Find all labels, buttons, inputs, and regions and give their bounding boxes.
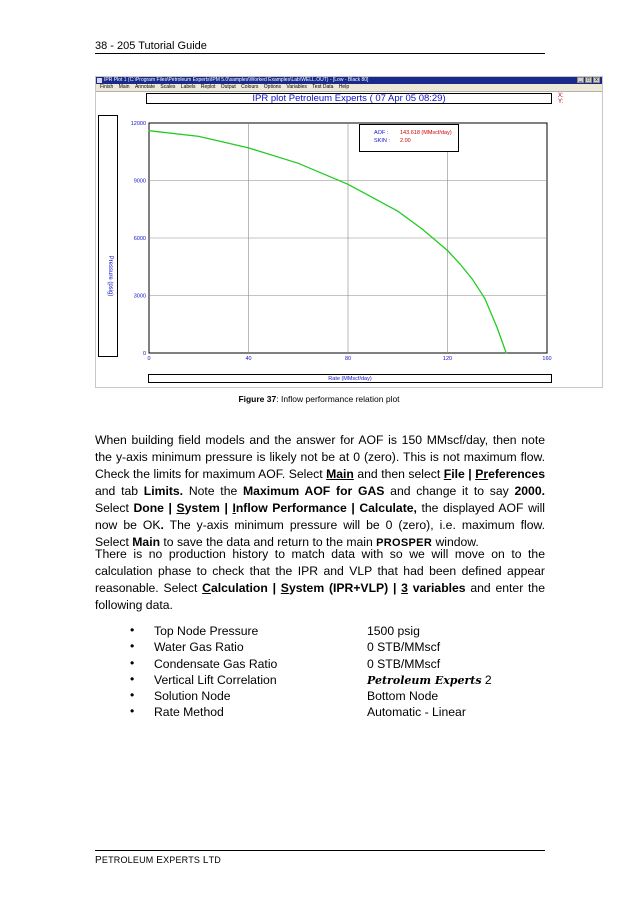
ipr-point xyxy=(422,229,423,230)
x-axis-label: Rate (MMscf/day) xyxy=(328,376,372,382)
plot-title: IPR plot Petroleum Experts ( 07 Apr 05 08:29) xyxy=(146,93,552,104)
text: S xyxy=(280,581,289,595)
window-controls xyxy=(577,77,600,83)
text: ystem | xyxy=(184,501,233,515)
text: Note the xyxy=(183,484,244,498)
close-button[interactable]: x xyxy=(593,77,600,83)
legend-skin-value: 2.00 xyxy=(400,138,411,144)
item-label: Vertical Lift Correlation xyxy=(154,672,277,687)
menu-colours[interactable]: Colours xyxy=(241,84,259,90)
y-tick-label: 6000 xyxy=(133,236,146,242)
menu-replot[interactable]: Replot xyxy=(200,84,216,90)
bullet: • xyxy=(130,671,135,686)
figure-caption xyxy=(0,394,638,404)
ipr-point xyxy=(347,184,348,185)
menu-test-data[interactable]: Test Data xyxy=(312,84,334,90)
bullet: • xyxy=(130,704,135,719)
text: Done | xyxy=(133,501,177,515)
ipr-point xyxy=(198,136,199,137)
text: Select xyxy=(95,501,134,515)
item-value-script: Petroleum Experts xyxy=(367,673,482,687)
x-tick-label: 40 xyxy=(245,356,252,362)
paragraph-aof-limits xyxy=(95,432,545,552)
ipr-chart xyxy=(126,115,556,371)
text: and change it to say xyxy=(384,484,515,498)
caption-text: : Inflow performance relation plot xyxy=(276,394,400,404)
text: 3 xyxy=(401,581,408,595)
text: Main xyxy=(132,535,161,549)
text: Pr xyxy=(475,467,489,481)
ipr-point xyxy=(248,147,249,148)
bullet: • xyxy=(130,639,135,654)
item-value-suffix: 2 xyxy=(481,672,492,687)
menu-annotate[interactable]: Annotate xyxy=(134,84,155,90)
y-readout: Y: xyxy=(558,99,564,105)
legend-aof-value: 143.618 (MMscf/day) xyxy=(400,130,452,136)
x-axis-label-box xyxy=(148,374,552,383)
text: eferences xyxy=(488,467,545,481)
item-label: Condensate Gas Ratio xyxy=(154,656,278,671)
bullet: • xyxy=(130,623,135,637)
ipr-point xyxy=(298,163,299,164)
menu-main[interactable]: Main xyxy=(118,84,130,90)
page-footer xyxy=(95,855,221,866)
menu-options[interactable]: Options xyxy=(263,84,282,90)
text: I xyxy=(232,501,236,515)
item-value: Bottom Node xyxy=(367,689,439,704)
legend-aof xyxy=(374,130,452,136)
ipr-point xyxy=(447,250,448,251)
text: C xyxy=(202,581,211,595)
text: to save the data and return to the main xyxy=(160,535,377,549)
y-tick-label: 9000 xyxy=(133,178,146,185)
caption-label: Figure 37 xyxy=(238,394,277,404)
menu-bar xyxy=(96,84,602,92)
text: F xyxy=(443,467,452,481)
ipr-point xyxy=(506,352,507,353)
text: and tab xyxy=(95,484,144,498)
y-tick-label: 0 xyxy=(142,351,146,357)
header-rule xyxy=(95,53,545,54)
app-icon xyxy=(97,78,102,83)
ipr-point xyxy=(484,298,485,299)
ipr-plot-screenshot xyxy=(95,76,603,388)
item-value: 0 STB/MMscf xyxy=(367,640,441,655)
item-value: Automatic - Linear xyxy=(367,705,466,720)
text: Maximum AOF for GAS xyxy=(243,484,385,498)
bullet: • xyxy=(130,688,135,703)
text: There is no production history to match data with so we will move on to the calculation phase to check that the IPR and VLP that had been defined appear reasonable. Select xyxy=(95,547,545,595)
item-label: Top Node Pressure xyxy=(154,624,259,638)
window-title: IPR Plot 1 (C:\Program Files\Petroleum Experts\IPM 5.0\samples\Worked Examples\Lab\WELL.OUT) - [Low - Black 80] xyxy=(104,77,369,83)
text: PROSPER xyxy=(376,537,433,549)
minimize-button[interactable]: _ xyxy=(577,77,584,83)
text: P xyxy=(95,855,102,866)
legend-aof-key: AOF : xyxy=(374,130,389,136)
menu-output[interactable]: Output xyxy=(220,84,236,90)
legend-skin xyxy=(374,138,411,144)
menu-finish[interactable]: Finish xyxy=(100,84,114,90)
text: nflow Performance | Calculate, xyxy=(235,501,417,515)
text: . xyxy=(160,518,164,532)
item-value: 0 STB/MMscf xyxy=(367,656,441,671)
x-readout: X: xyxy=(558,93,564,99)
page-header: 38 - 205 Tutorial Guide xyxy=(95,40,207,52)
ipr-point xyxy=(397,211,398,212)
text: window. xyxy=(432,535,479,549)
item-value: 1500 psig xyxy=(367,624,420,638)
menu-help[interactable]: Help xyxy=(338,84,350,90)
item-label: Solution Node xyxy=(154,689,231,704)
menu-scales[interactable]: Scales xyxy=(160,84,176,90)
item-label: Rate Method xyxy=(154,705,224,720)
text: and enter the following data. xyxy=(95,581,545,612)
text: ile | xyxy=(451,467,476,481)
text: XPERTS xyxy=(163,855,203,865)
menu-variables[interactable]: Variables xyxy=(286,84,307,90)
x-tick-label: 0 xyxy=(147,356,151,362)
y-tick-label: 12000 xyxy=(130,121,146,127)
paragraph-calculation xyxy=(95,546,545,614)
y-axis-label: Pressure (psig) xyxy=(107,255,113,297)
legend-box xyxy=(359,124,459,152)
text: variables xyxy=(407,581,466,595)
menu-labels[interactable]: Labels xyxy=(180,84,196,90)
text: and then select xyxy=(353,467,444,481)
text: TD xyxy=(208,855,221,865)
footer-rule xyxy=(95,850,545,851)
item-label: Water Gas Ratio xyxy=(154,640,244,655)
y-tick-label: 3000 xyxy=(133,293,146,300)
ipr-point xyxy=(497,327,498,328)
text: alculation | xyxy=(210,581,281,595)
text: Limits. xyxy=(143,484,184,498)
item-value xyxy=(367,673,492,687)
text: the displayed AOF will now be OK xyxy=(95,501,545,532)
text: The y-axis minimum pressure will be 0 (zero), i.e. maximum flow. Select xyxy=(95,518,545,549)
text: 2000. xyxy=(514,484,545,498)
text: L xyxy=(202,855,209,866)
text: ystem (IPR+VLP) | xyxy=(288,581,402,595)
y-axis-label-box xyxy=(98,115,118,357)
x-tick-label: 80 xyxy=(344,356,352,362)
text: S xyxy=(176,501,185,515)
text: Main xyxy=(326,467,354,481)
text: When building field models and the answer for AOF is 150 MMscf/day, then note the y-axis minimum pressure is likely not be at 0 (zero). This is not maximum flow. Check the limits for maximum AOF. Select xyxy=(95,433,545,481)
text: ETROLEUM xyxy=(101,855,157,865)
window-titlebar xyxy=(96,77,602,84)
bullet: • xyxy=(130,655,135,670)
x-tick-label: 120 xyxy=(442,356,453,362)
maximize-button[interactable]: □ xyxy=(586,77,591,83)
ipr-point xyxy=(459,263,460,264)
legend-skin-key: SKIN : xyxy=(374,138,390,144)
xy-readout xyxy=(558,93,564,105)
ipr-point xyxy=(472,279,473,280)
x-tick-label: 160 xyxy=(542,356,552,362)
ipr-point xyxy=(148,130,149,131)
text: E xyxy=(156,855,164,866)
